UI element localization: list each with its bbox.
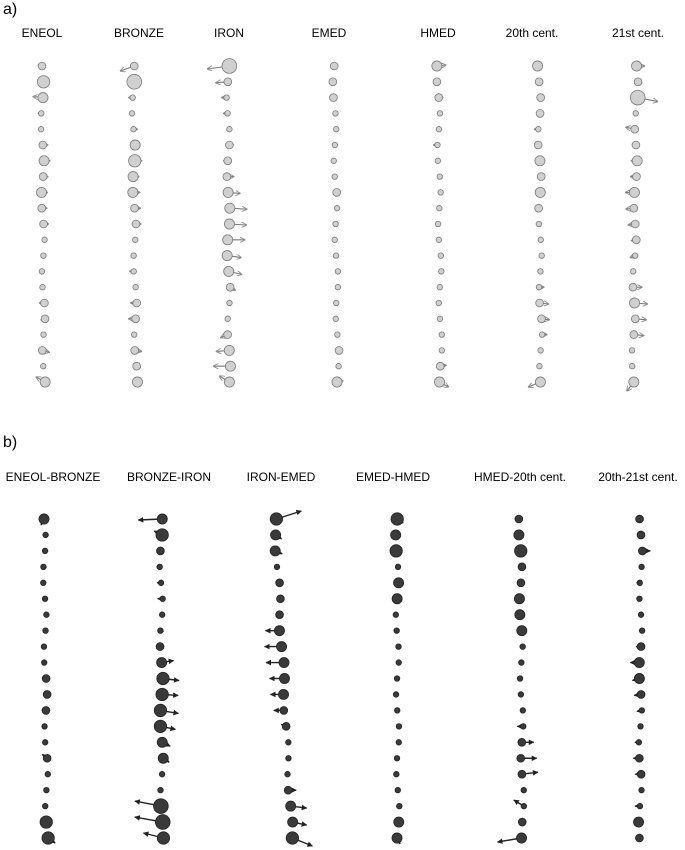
landmark-point [637, 803, 643, 809]
landmark-point [129, 155, 141, 167]
landmark-point [538, 348, 544, 354]
landmark-point [638, 547, 646, 555]
landmark-point [131, 253, 137, 259]
landmark-point [629, 283, 637, 291]
landmark-point [394, 578, 404, 588]
landmark-point [436, 126, 442, 132]
landmark-point [437, 111, 443, 117]
landmark-point [131, 204, 139, 212]
landmark-point [154, 799, 169, 814]
column-header: BRONZE [113, 26, 165, 40]
landmark-point [396, 724, 402, 730]
landmark-point [536, 110, 544, 118]
landmark-point [521, 787, 527, 793]
landmark-point [276, 611, 284, 619]
landmark-point [225, 111, 231, 117]
panel-b-vector-field [39, 511, 650, 846]
landmark-point [276, 579, 284, 587]
landmark-point [537, 173, 545, 181]
landmark-point [156, 688, 168, 700]
landmark-point [536, 284, 542, 290]
landmark-point [132, 220, 140, 228]
landmark-point [334, 300, 340, 306]
landmark-point [37, 187, 47, 197]
landmark-point [227, 126, 233, 132]
landmark-point [634, 658, 644, 668]
landmark-point [396, 644, 402, 650]
landmark-point [332, 377, 342, 387]
landmark-point [157, 672, 169, 684]
landmark-point [517, 676, 523, 682]
landmark-point [517, 626, 527, 636]
landmark-point [224, 345, 234, 355]
landmark-point [632, 253, 638, 259]
landmark-point [433, 78, 441, 86]
landmark-point [224, 331, 232, 339]
landmark-point [157, 514, 167, 524]
landmark-point [42, 832, 54, 844]
landmark-point [393, 612, 399, 618]
landmark-point [518, 563, 526, 571]
landmark-point [225, 316, 231, 322]
landmark-point [517, 754, 525, 762]
landmark-point [535, 377, 545, 387]
landmark-point [132, 315, 140, 323]
column-header: ENEOL [21, 26, 63, 40]
landmark-point [630, 269, 636, 275]
landmark-point [394, 676, 400, 682]
landmark-point [41, 660, 47, 666]
landmark-point [535, 187, 545, 197]
landmark-point [629, 348, 635, 354]
landmark-point [333, 111, 339, 117]
landmark-point [128, 172, 138, 182]
landmark-point [157, 547, 165, 555]
landmark-point [438, 190, 444, 196]
landmark-point [535, 156, 545, 166]
landmark-point [224, 95, 230, 101]
landmark-point [37, 76, 49, 88]
landmark-point [515, 545, 527, 557]
landmark-point [396, 660, 402, 666]
column-header: 20th-21st cent. [598, 470, 678, 484]
landmark-point [288, 817, 298, 827]
landmark-point [39, 156, 49, 166]
landmark-point [285, 771, 291, 777]
landmark-point [439, 332, 445, 338]
landmark-point [516, 833, 526, 843]
column-header: EMED [311, 26, 347, 40]
landmark-point [133, 362, 141, 370]
landmark-point [434, 377, 444, 387]
landmark-point [390, 545, 402, 557]
landmark-point [436, 237, 442, 243]
landmark-point [395, 787, 401, 793]
landmark-point [629, 187, 639, 197]
landmark-point [131, 347, 139, 355]
landmark-point [394, 756, 400, 762]
landmark-point [277, 642, 287, 652]
landmark-point [538, 315, 546, 323]
landmark-point [41, 315, 49, 323]
landmark-point [280, 707, 288, 715]
landmark-point [395, 564, 401, 570]
landmark-point [515, 610, 525, 620]
panel-a-label: a) [3, 1, 18, 18]
landmark-point [636, 740, 642, 746]
landmark-point [133, 299, 141, 307]
landmark-point [538, 237, 544, 243]
landmark-point [536, 126, 542, 132]
landmark-point [42, 548, 48, 554]
landmark-point [159, 612, 165, 618]
landmark-point [538, 269, 544, 275]
landmark-point [39, 269, 45, 275]
landmark-point [42, 675, 50, 683]
landmark-point [226, 283, 234, 291]
landmark-point [38, 126, 44, 132]
landmark-point [630, 204, 638, 212]
landmark-point [391, 513, 403, 525]
landmark-point [41, 332, 47, 338]
landmark-point [286, 740, 292, 746]
column-header: ENEOL-BRONZE [5, 470, 101, 484]
landmark-point [225, 361, 235, 371]
landmark-point [225, 203, 235, 213]
landmark-point [38, 62, 46, 70]
landmark-point [517, 579, 525, 587]
landmark-point [43, 532, 49, 538]
column-header: HMED-20th cent. [473, 470, 567, 484]
landmark-point [394, 817, 404, 827]
landmark-point [634, 673, 644, 683]
landmark-point [639, 787, 645, 793]
landmark-point [154, 720, 166, 732]
landmark-point [158, 628, 164, 634]
landmark-point [335, 347, 343, 355]
landmark-point [127, 74, 142, 89]
landmark-point [330, 94, 338, 102]
landmark-point [633, 173, 641, 181]
landmark-point [45, 771, 51, 777]
landmark-point [521, 724, 527, 730]
landmark-point [223, 187, 233, 197]
landmark-point [331, 158, 337, 164]
landmark-point [132, 237, 138, 243]
landmark-point [333, 221, 339, 227]
landmark-point [392, 833, 402, 843]
landmark-point [284, 786, 292, 794]
landmark-point [42, 237, 48, 243]
landmark-point [630, 90, 645, 105]
landmark-point [638, 724, 644, 730]
column-header: 20th cent. [505, 26, 559, 40]
landmark-point [286, 756, 292, 762]
landmark-point [131, 332, 137, 338]
landmark-point [157, 564, 163, 570]
landmark-point [222, 251, 232, 261]
landmark-point [536, 221, 542, 227]
landmark-point [157, 832, 169, 844]
landmark-point [437, 205, 443, 211]
landmark-point [155, 815, 170, 830]
landmark-point [40, 220, 48, 228]
landmark-point [514, 530, 524, 540]
column-header: EMED-HMED [356, 470, 430, 484]
landmark-point [129, 111, 135, 117]
landmark-point [224, 219, 234, 229]
landmark-point [632, 141, 640, 149]
landmark-point [437, 174, 443, 180]
landmark-point [158, 787, 164, 793]
landmark-point [226, 141, 234, 149]
landmark-point [536, 299, 544, 307]
landmark-point [333, 253, 339, 259]
landmark-point [286, 801, 296, 811]
column-header: HMED [420, 26, 456, 40]
landmark-point [41, 363, 47, 369]
landmark-point [639, 628, 645, 634]
column-header: IRON [214, 26, 244, 40]
column-header: 21st cent. [611, 26, 665, 40]
landmark-point [42, 803, 48, 809]
landmark-point [436, 300, 442, 306]
landmark-point [332, 142, 338, 148]
landmark-point [39, 111, 45, 117]
landmark-point [159, 771, 165, 777]
landmark-point [41, 564, 47, 570]
landmark-point [224, 266, 234, 276]
landmark-point [224, 157, 232, 165]
landmark-point [637, 691, 645, 699]
landmark-point [631, 220, 639, 228]
landmark-point [637, 531, 645, 539]
landmark-point [335, 284, 341, 290]
landmark-point [534, 141, 542, 149]
landmark-point [130, 95, 136, 101]
landmark-point [334, 205, 340, 211]
landmark-point [520, 644, 526, 650]
landmark-point [515, 515, 523, 523]
landmark-point [335, 332, 341, 338]
landmark-point [636, 515, 644, 523]
landmark-point [631, 315, 639, 323]
landmark-point [435, 142, 441, 148]
landmark-point [634, 78, 642, 86]
landmark-point [394, 628, 400, 634]
landmark-point [40, 284, 46, 290]
landmark-point [394, 708, 400, 714]
landmark-point [130, 62, 138, 70]
landmark-point [42, 707, 50, 715]
landmark-point [154, 704, 166, 716]
landmark-point [518, 818, 526, 826]
landmark-point [224, 78, 232, 86]
landmark-point [629, 377, 639, 387]
landmark-point [635, 834, 643, 842]
landmark-point [224, 377, 234, 387]
landmark-point [632, 236, 640, 244]
landmark-point [635, 754, 643, 762]
landmark-point [277, 595, 285, 603]
landmark-point [632, 61, 642, 71]
landmark-point [44, 612, 50, 618]
landmark-point [637, 580, 643, 586]
landmark-point [274, 626, 284, 636]
landmark-point [638, 612, 644, 618]
landmark-point [132, 377, 142, 387]
landmark-point [43, 754, 51, 762]
landmark-point [333, 189, 341, 197]
landmark-point [40, 816, 52, 828]
landmark-point [637, 770, 645, 778]
panel-a-vector-field [33, 59, 658, 391]
landmark-point [157, 658, 167, 668]
landmark-point [130, 140, 140, 150]
landmark-point [43, 628, 49, 634]
landmark-point [38, 93, 48, 103]
landmark-point [133, 284, 139, 290]
column-header: BRONZE-IRON [127, 470, 211, 484]
landmark-point [394, 771, 400, 777]
landmark-point [39, 173, 47, 181]
column-header: IRON-EMED [246, 470, 316, 484]
landmark-point [222, 59, 237, 74]
landmark-point [518, 770, 526, 778]
landmark-point [329, 78, 337, 86]
landmark-point [279, 673, 289, 683]
landmark-point [278, 689, 288, 699]
landmark-point [629, 298, 639, 308]
landmark-point [392, 594, 402, 604]
panel-a-headers [22, 26, 664, 40]
landmark-point [437, 284, 443, 290]
landmark-point [518, 738, 526, 746]
landmark-point [535, 204, 543, 212]
landmark-point [270, 546, 280, 556]
landmark-point [336, 363, 342, 369]
landmark-point [271, 530, 281, 540]
landmark-point [633, 111, 639, 117]
landmark-point [333, 126, 339, 132]
landmark-point [518, 692, 524, 698]
landmark-point [438, 253, 444, 259]
landmark-point [396, 740, 402, 746]
landmark-point [632, 156, 642, 166]
landmark-point [639, 708, 645, 714]
landmark-point [630, 331, 638, 339]
landmark-point [286, 832, 298, 844]
landmark-point [397, 803, 403, 809]
landmark-point [227, 300, 233, 306]
landmark-point [639, 564, 645, 570]
landmark-point [519, 660, 525, 666]
landmark-point [435, 94, 443, 102]
landmark-point [435, 158, 441, 164]
landmark-point [38, 204, 46, 212]
landmark-point [43, 691, 51, 699]
landmark-point [437, 316, 443, 322]
landmark-point [637, 596, 643, 602]
landmark-point [537, 363, 543, 369]
landmark-point [131, 269, 137, 275]
landmark-point [393, 692, 399, 698]
landmark-point [41, 580, 47, 586]
landmark-point [535, 78, 543, 86]
landmark-point [158, 580, 164, 586]
landmark-point [332, 174, 338, 180]
landmark-point [270, 513, 282, 525]
landmark-point [539, 332, 545, 338]
landmark-point [330, 62, 338, 70]
landmark-point [38, 347, 46, 355]
landmark-point [223, 235, 233, 245]
panel-b-label: b) [3, 434, 18, 451]
landmark-point [629, 363, 635, 369]
panel-b-headers [6, 470, 678, 484]
landmark-point [223, 173, 231, 181]
landmark-point [131, 126, 137, 132]
landmark-point [533, 61, 543, 71]
landmark-point [631, 125, 639, 133]
landmark-point [41, 299, 49, 307]
landmark-point [537, 94, 545, 102]
landmark-point [274, 564, 280, 570]
landmark-point [39, 514, 49, 524]
landmark-point [42, 596, 48, 602]
landmark-point [539, 253, 545, 259]
landmark-point [44, 787, 50, 793]
landmark-point [332, 237, 338, 243]
landmark-point [156, 529, 168, 541]
landmark-point [160, 596, 166, 602]
landmark-point [514, 594, 524, 604]
landmark-point [157, 737, 167, 747]
landmark-point [128, 187, 138, 197]
landmark-point [156, 643, 164, 651]
landmark-point [158, 753, 168, 763]
landmark-point [439, 348, 445, 354]
landmark-point [335, 269, 341, 275]
landmark-point [42, 740, 48, 746]
landmark-point [279, 658, 289, 668]
landmark-point [282, 722, 290, 730]
landmark-point [520, 708, 526, 714]
landmark-point [439, 269, 445, 275]
landmark-point [42, 724, 48, 730]
landmark-point [40, 377, 50, 387]
landmark-point [637, 643, 645, 651]
landmark-point [432, 61, 442, 71]
landmark-point [41, 644, 47, 650]
landmark-point [521, 803, 527, 809]
landmark-point [634, 817, 644, 827]
landmark-point [333, 316, 339, 322]
landmark-point [436, 362, 444, 370]
landmark-point [41, 253, 47, 259]
landmark-point [391, 530, 401, 540]
landmark-point [435, 221, 441, 227]
landmark-point [39, 141, 47, 149]
